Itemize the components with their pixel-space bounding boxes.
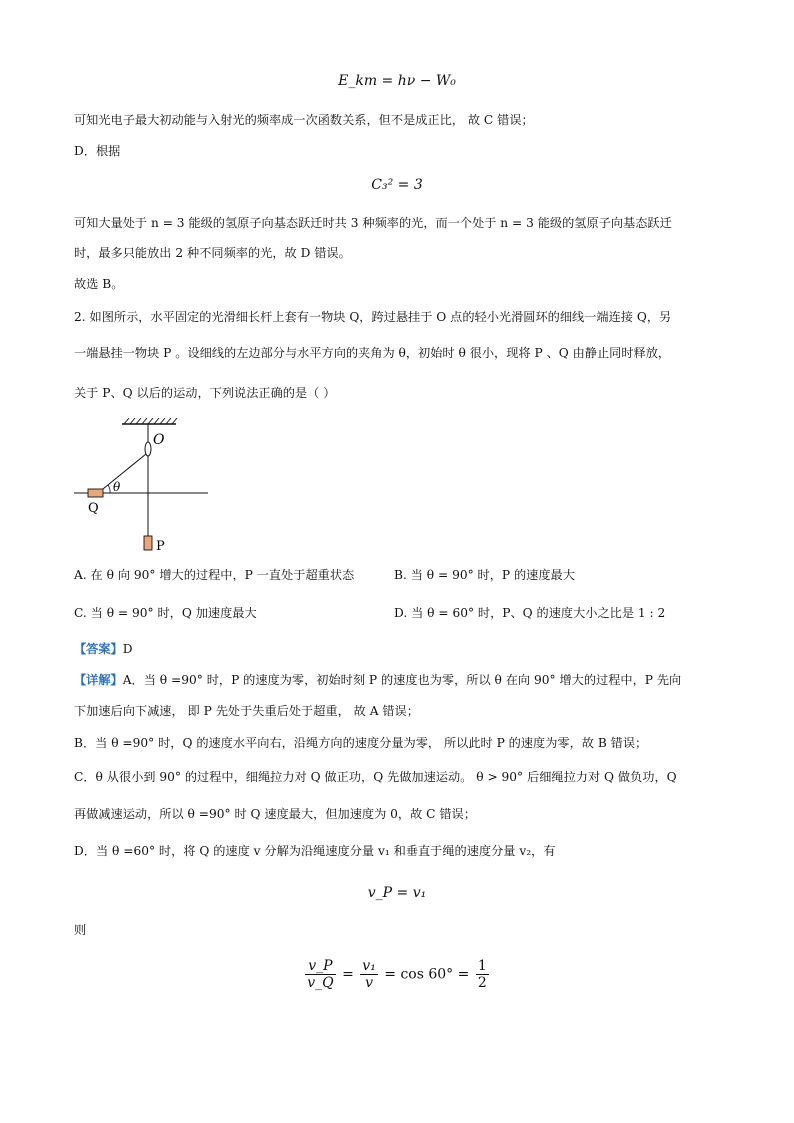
fraction-vp-vq (305, 958, 335, 991)
option-b-text: B. 当 θ = 90° 时，P 的速度最大 (394, 568, 575, 582)
option-d (394, 604, 724, 622)
detail-a-1 (74, 671, 724, 689)
answer-tag: 【答案】 (74, 642, 123, 656)
then-label: 则 (74, 923, 87, 937)
detail-tag: 【详解】 (74, 673, 123, 687)
choose-b: 故选 B。 (74, 277, 124, 291)
formula-combination: C₃² = 3 (371, 177, 423, 193)
detail-c-2: 再做减速运动，所以 θ =90° 时 Q 速度最大，但加速度为 0，故 C 错误； (74, 807, 476, 821)
detail-a-text-1: A．当 θ =90° 时，P 的速度为零，初始时刻 P 的速度也为零，所以 θ 在向 90° 增大的过程中，P 先向 (122, 673, 682, 687)
string-left (98, 454, 146, 493)
physics-diagram (68, 418, 218, 558)
label-theta: θ (113, 480, 121, 494)
question-2-line-2: 一端悬挂一物块 P 。设细线的左边部分与水平方向的夹角为 θ，初始时 θ 很小，现将 P 、Q 由静止同时释放， (74, 346, 671, 360)
answer (74, 640, 724, 658)
fraction-v1: v₁ (362, 958, 376, 974)
option-a-text: A. 在 θ 向 90° 增大的过程中，P 一直处于超重状态 (74, 568, 355, 582)
detail-d: D．当 θ =60° 时，将 Q 的速度 v 分解为沿绳速度分量 v₁ 和垂直于绳的速度分量 v₂，有 (74, 844, 556, 858)
option-d-explanation-1: 可知大量处于 n = 3 能级的氢原子向基态跃迁时共 3 种频率的光，而一个处于 n = 3 能级的氢原子向基态跃迁 (74, 216, 672, 230)
label-p: P (156, 539, 165, 554)
option-d-text: D. 当 θ = 60° 时，P、Q 的速度大小之比是 1 : 2 (394, 606, 666, 620)
question-2-line-3: 关于 P、Q 以后的运动，下列说法正确的是（ ） (74, 386, 336, 400)
formula-ekm: E_km = hν − W₀ (338, 73, 456, 89)
option-b (394, 566, 724, 584)
fraction-two: 2 (477, 975, 487, 991)
label-o: O (153, 432, 165, 448)
option-d-label: D．根据 (74, 144, 121, 158)
ratio-formula (0, 958, 794, 998)
ceiling-hatching (124, 418, 177, 424)
fraction-v1-v (360, 958, 378, 991)
equals-sign: = (342, 966, 354, 983)
fraction-vp: v_P (305, 958, 335, 975)
fraction-v: v (365, 975, 373, 991)
detail-b: B．当 θ =90° 时，Q 的速度水平向右，沿绳方向的速度分量为零， 所以此时 P 的速度为零，故 B 错误； (74, 736, 648, 750)
option-d-explanation-2: 时，最多只能放出 2 种不同频率的光，故 D 错误。 (74, 246, 351, 260)
block-q (88, 489, 103, 497)
question-2-line-1: 2. 如图所示，水平固定的光滑细长杆上套有一物块 Q，跨过悬挂于 O 点的轻小光滑圆环的细线一端连接 Q，另 (74, 310, 672, 324)
formula-vp: v_P = v₁ (367, 885, 427, 901)
cos-part: = cos 60° = (384, 966, 470, 983)
option-c-conclusion: 可知光电子最大初动能与入射光的频率成一次函数关系，但不是成正比， 故 C 错误； (74, 113, 534, 127)
fraction-one: 1 (477, 958, 487, 974)
fraction-one-half (476, 958, 489, 991)
detail-a-2: 下加速后向下减速， 即 P 先处于失重后处于超重， 故 A 错误； (74, 704, 419, 718)
label-q: Q (88, 501, 99, 516)
detail-c-1: C．θ 从很小到 90° 的过程中，细绳拉力对 Q 做正功，Q 先做加速运动。 θ > 90° 后细绳拉力对 Q 做负功，Q (74, 770, 677, 784)
block-p (144, 536, 152, 550)
option-c-text: C. 当 θ = 90° 时，Q 加速度最大 (74, 606, 257, 620)
answer-value: D (122, 642, 133, 656)
fraction-vq: v_Q (307, 975, 334, 991)
angle-arc (108, 485, 110, 493)
